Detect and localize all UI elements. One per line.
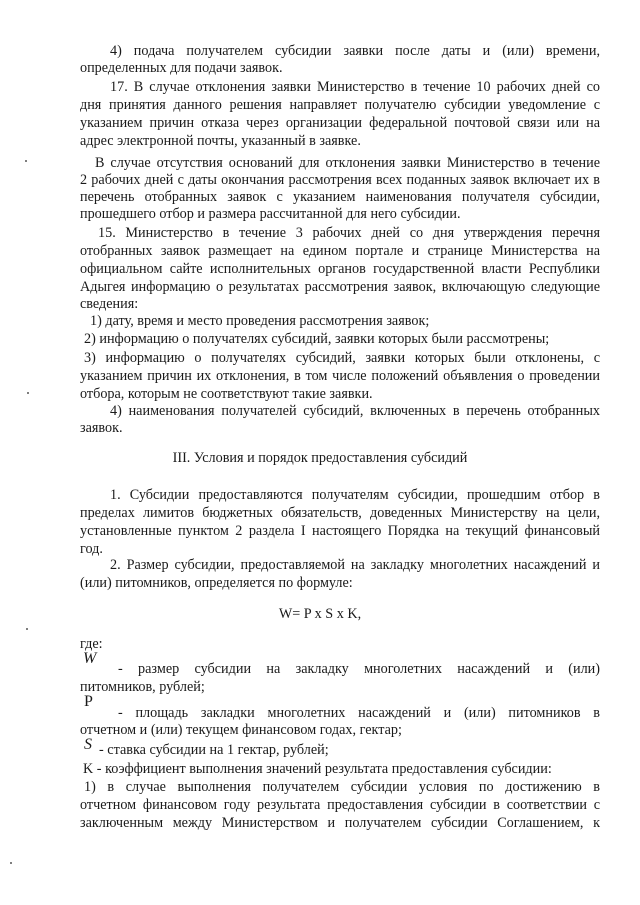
para17-line: указанием причин отказа через организации федеральной почтовой связи или на: [80, 115, 600, 131]
scan-speck: [25, 160, 27, 162]
no-grounds-line: 2 рабочих дней с даты окончания рассмотрения всех поданных заявок включает их в: [80, 172, 600, 188]
info-item-4: заявок.: [80, 420, 123, 436]
item4-line: 4) подача получателем субсидии заявки после даты и (или) времени,: [110, 43, 600, 59]
para17-line: дня принятия данного решения направляет получателю субсидии уведомление с: [80, 97, 600, 113]
no-grounds-line: В случае отсутствия оснований для отклонения заявки Министерство в течение: [95, 155, 600, 171]
item4-line: определенных для подачи заявок.: [80, 60, 283, 76]
para15-line: официальном сайте исполнительных органов государственной власти Республики: [80, 261, 600, 277]
variable-p: P: [84, 693, 93, 710]
no-grounds-line: прошедшего отбор и размера рассчитанной для него субсидии.: [80, 206, 461, 222]
clause1-line: год.: [80, 541, 103, 557]
para15-line: Адыгея информацию о результатах рассмотрения заявок, включающую следующие: [80, 279, 600, 295]
info-item-1: 1) дату, время и место проведения рассмотрения заявок;: [90, 313, 430, 329]
scan-speck: [26, 628, 28, 630]
info-item-4: 4) наименования получателей субсидий, включенных в перечень отобранных: [110, 403, 600, 419]
k1-line: 1) в случае выполнения получателем субсидии условия по достижению в: [84, 779, 600, 795]
w-definition: питомников, рублей;: [80, 679, 205, 695]
info-item-2: 2) информацию о получателях субсидий, заявки которых были рассмотрены;: [84, 331, 550, 347]
clause2-line: (или) питомников, определяется по формуле:: [80, 575, 353, 591]
para15-line: 15. Министерство в течение 3 рабочих дней со дня утверждения перечня: [98, 225, 600, 241]
s-definition: - ставка субсидии на 1 гектар, рублей;: [99, 742, 329, 758]
section-heading: III. Условия и порядок предоставления субсидий: [172, 450, 468, 466]
scan-speck: [10, 862, 12, 864]
clause2-line: 2. Размер субсидии, предоставляемой на закладку многолетних насаждений и: [110, 557, 600, 573]
info-item-3: 3) информацию о получателях субсидий, заявки которых были отклонены, с: [84, 350, 600, 366]
k1-line: отчетном финансовом году результата предоставления субсидии в соответствии с: [80, 797, 600, 813]
k1-line: заключенным между Министерством и получателем субсидии Соглашением, к: [80, 815, 600, 831]
p-definition: - площадь закладки многолетних насаждений и (или) питомников в: [118, 705, 600, 721]
formula: W= P x S x K,: [278, 606, 362, 622]
p-definition: отчетном и (или) текущем финансовом годах, гектар;: [80, 722, 402, 738]
no-grounds-line: перечень отобранных заявок с указанием наименования получателя субсидии,: [80, 189, 600, 205]
clause1-line: пределах лимитов бюджетных обязательств, доведенных Министерству на цели,: [80, 505, 600, 521]
k-definition: K - коэффициент выполнения значений результата предоставления субсидии:: [83, 761, 552, 777]
clause1-line: 1. Субсидии предоставляются получателям субсидии, прошедшим отбор в: [110, 487, 600, 503]
para15-line: сведения:: [80, 296, 139, 312]
para17-line: адрес электронной почты, указанный в заявке.: [80, 133, 361, 149]
para15-line: отобранных заявок размещает на едином портале и странице Министерства на: [80, 243, 600, 259]
scan-speck: [27, 392, 29, 394]
info-item-3: указанием причин их отклонения, в том числе положений объявления о проведении: [80, 368, 600, 384]
para17-line: 17. В случае отклонения заявки Министерство в течение 10 рабочих дней со: [110, 79, 600, 95]
clause1-line: установленные пунктом 2 раздела I настоящего Порядка на текущий финансовый: [80, 523, 600, 539]
info-item-3: отбора, которым не соответствуют такие заявки.: [80, 386, 373, 402]
variable-s: S: [84, 736, 92, 753]
w-definition: - размер субсидии на закладку многолетних насаждений и (или): [118, 661, 600, 677]
variable-w: W: [83, 650, 97, 667]
where-label: где:: [80, 636, 103, 652]
